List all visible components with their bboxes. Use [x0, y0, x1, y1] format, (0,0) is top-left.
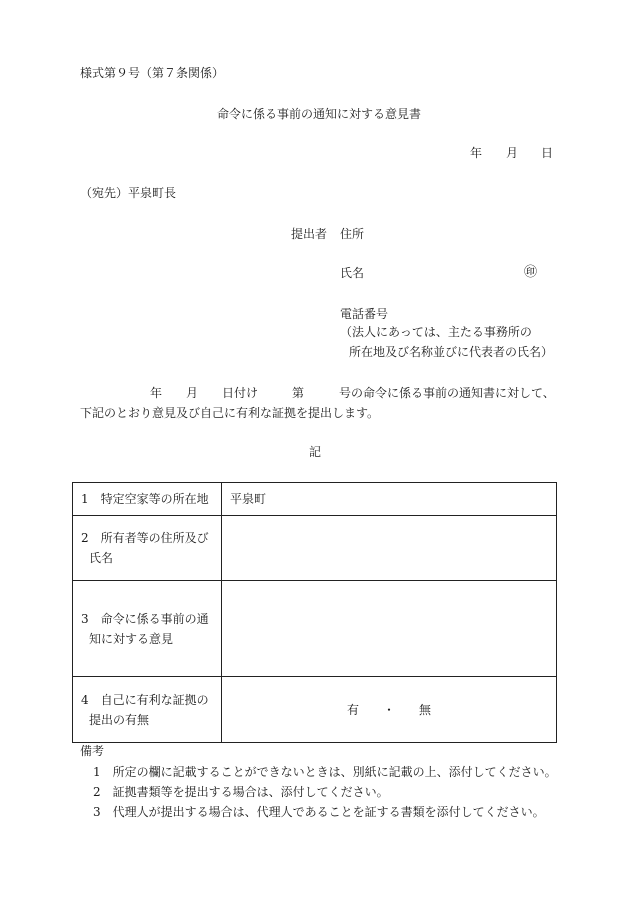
corporate-note-line-1: （法人にあっては、主たる事務所の: [340, 325, 532, 339]
table-row: [73, 483, 557, 516]
body-number-prefix: 第: [292, 386, 305, 400]
body-month: 月: [186, 386, 199, 400]
table-row: [73, 677, 557, 743]
note-item: 1 所定の欄に記載することができないときは、別紙に記載の上、添付してください。: [93, 765, 557, 779]
row-value[interactable]: [222, 516, 557, 581]
seal-mark: ㊞: [524, 265, 538, 280]
notes-heading: 備考: [80, 744, 105, 758]
row-label-line-1: 4 自己に有利な証拠の: [81, 692, 209, 707]
row-label-line-2: 知に対する意見: [89, 631, 174, 646]
table-row: [73, 581, 557, 677]
corporate-note-line-2: 所在地及び名称並びに代表者の氏名）: [349, 345, 554, 359]
row-label-line-2: 氏名: [89, 551, 114, 565]
form-number: 様式第９号（第７条関係）: [80, 66, 225, 80]
row-label-line-1: 3 命令に係る事前の通: [81, 611, 209, 626]
date-month: 月: [506, 146, 519, 160]
address-label: 住所: [340, 227, 365, 241]
ki-heading: 記: [309, 445, 322, 459]
table-row: [73, 516, 557, 581]
body-text-line-2: 下記のとおり意見及び自己に有利な証拠を提出します。: [80, 406, 380, 420]
row-value[interactable]: [222, 581, 557, 677]
submitter-label: 提出者: [291, 227, 328, 241]
body-text-line-1: 号の命令に係る事前の通知書に対して、: [339, 386, 555, 400]
note-item: 3 代理人が提出する場合は、代理人であることを証する書類を添付してください。: [93, 805, 545, 819]
row-value[interactable]: 平泉町: [222, 483, 557, 516]
row-label-line-2: 提出の有無: [89, 712, 150, 727]
row-label: [73, 581, 222, 677]
row-label: [73, 677, 222, 743]
note-item: 2 証拠書類等を提出する場合は、添付してください。: [93, 785, 389, 799]
phone-label: 電話番号: [340, 307, 389, 321]
row-label-line-1: 2 所有者等の住所及び: [81, 531, 209, 545]
row-label: [73, 483, 222, 516]
addressee: （宛先）平泉町長: [80, 186, 177, 200]
body-year: 年: [150, 386, 163, 400]
row-value-presence-choice[interactable]: 有 ・ 無: [222, 677, 557, 743]
row-label: [73, 516, 222, 581]
document-title: 命令に係る事前の通知に対する意見書: [217, 107, 422, 121]
date-day: 日: [541, 146, 554, 160]
body-dated: 日付け: [222, 386, 259, 400]
date-year: 年: [470, 146, 483, 160]
row-label-line-1: 1 特定空家等の所在地: [81, 492, 209, 506]
form-table: [72, 482, 557, 743]
name-label: 氏名: [340, 266, 365, 280]
